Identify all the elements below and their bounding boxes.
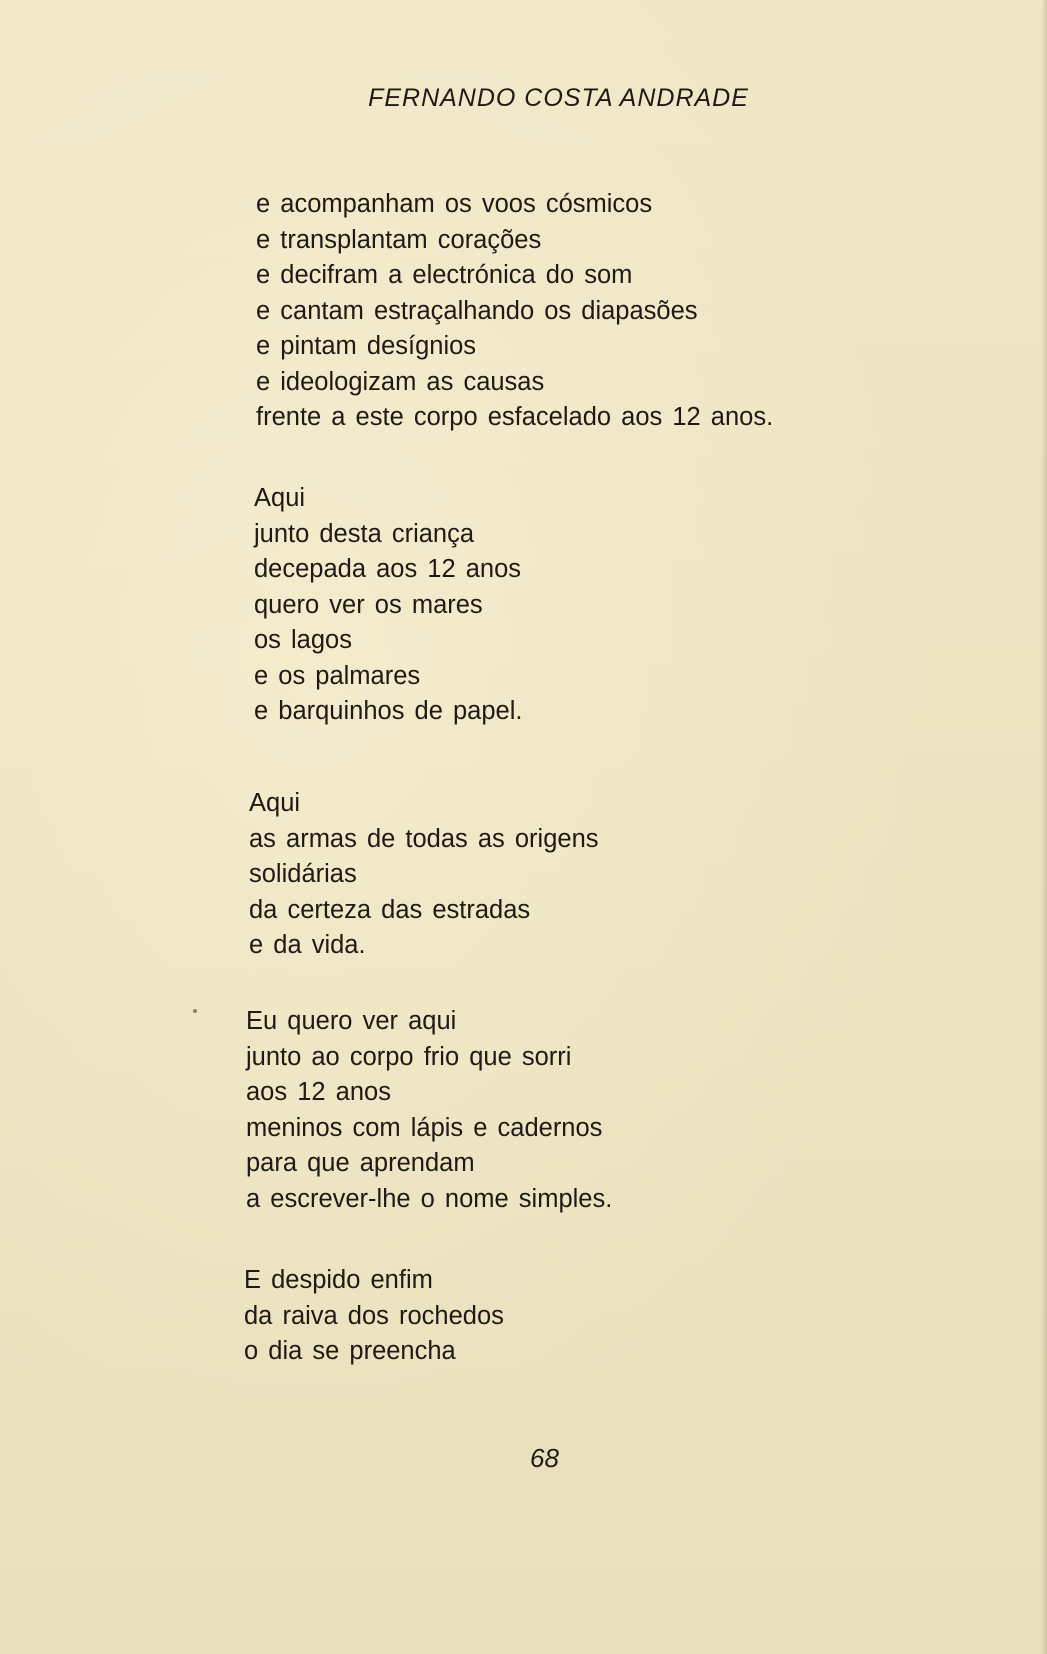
running-header-author: FERNANDO COSTA ANDRADE: [368, 84, 749, 112]
poem-line: e da vida.: [249, 931, 366, 959]
poem-line: e os palmares: [254, 661, 421, 690]
poem-line: quero ver os mares: [254, 590, 483, 619]
poem-line: e barquinhos de papel.: [254, 697, 523, 725]
poem-line: a escrever-lhe o nome simples.: [246, 1184, 613, 1213]
poem-line: aos 12 anos: [246, 1078, 391, 1106]
poem-line: da certeza das estradas: [249, 895, 531, 924]
poem-line: para que aprendam: [246, 1149, 475, 1177]
poem-stanza-3: [249, 786, 599, 964]
poem-stanza-4: [246, 1004, 612, 1217]
poem-line: meninos com lápis e cadernos: [246, 1113, 603, 1142]
poem-line: solidárias: [249, 860, 357, 888]
poem-line: junto ao corpo frio que sorri: [246, 1042, 572, 1071]
poem-line: Aqui: [249, 789, 301, 817]
poem-line: Eu quero ver aqui: [246, 1007, 457, 1035]
poem-line: Aqui: [254, 484, 306, 512]
poem-line: E despido enfim: [244, 1266, 433, 1294]
poem-line: e acompanham os voos cósmicos: [256, 190, 653, 218]
poem-line: o dia se preencha: [244, 1337, 456, 1365]
page-edge-shadow: [1041, 0, 1047, 1654]
poem-line: e transplantam corações: [256, 225, 542, 254]
page-number: 68: [530, 1443, 559, 1473]
poem-line: os lagos: [254, 626, 352, 654]
poem-line: decepada aos 12 anos: [254, 555, 522, 583]
poem-line: e pintam desígnios: [256, 332, 477, 360]
poem-line: e cantam estraçalhando os diapasões: [256, 296, 698, 325]
poem-line: as armas de todas as origens: [249, 824, 599, 853]
poem-line: frente a este corpo esfacelado aos 12 anos.: [256, 403, 774, 431]
poem-line: da raiva dos rochedos: [244, 1301, 504, 1330]
poem-stanza-5: [244, 1263, 504, 1370]
poem-line: junto desta criança: [254, 519, 475, 548]
poem-line: e ideologizam as causas: [256, 367, 545, 396]
poem-stanza-1: [256, 187, 773, 436]
poem-stanza-2: [254, 481, 522, 730]
poem-line: e decifram a electrónica do som: [256, 261, 633, 289]
paper-speck: [193, 1009, 197, 1013]
